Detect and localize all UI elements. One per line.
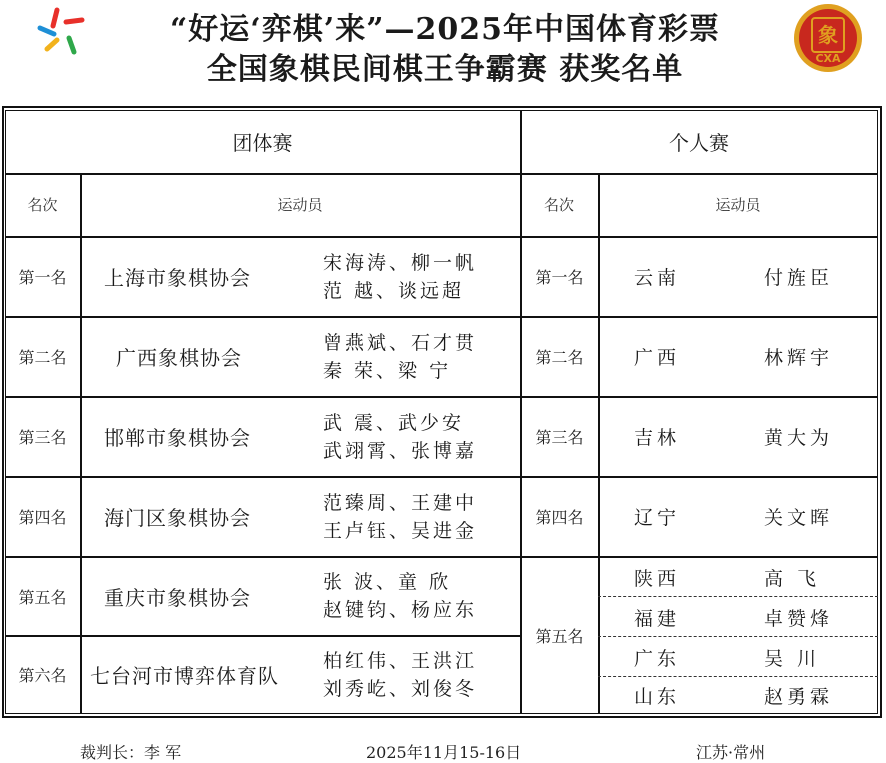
- individual-province: 云南: [634, 267, 681, 289]
- individual-col-rank: 名次: [543, 196, 574, 214]
- players-line: 秦 荣、梁 宁: [323, 359, 452, 382]
- team-name: 邯郸市象棋协会: [104, 426, 251, 450]
- players-line: 曾燕斌、石才贯: [323, 331, 478, 354]
- individual-province: 广东: [634, 647, 681, 670]
- page-title-line2: 全国象棋民间棋王争霸赛 获奖名单: [206, 52, 684, 87]
- team-name: 海门区象棋协会: [104, 506, 251, 530]
- players-line: 武 震、武少安: [323, 411, 465, 434]
- individual-name: 高 飞: [764, 567, 821, 590]
- individual-rank: 第二名: [535, 348, 584, 367]
- individual-name: 吴 川: [764, 647, 821, 670]
- page-header: [0, 0, 886, 95]
- team-col-players: 运动员: [277, 196, 323, 214]
- individual-rank: 第一名: [535, 268, 584, 287]
- players-line: 范臻周、王建中: [323, 491, 478, 514]
- team-name: 七台河市博弈体育队: [90, 664, 279, 688]
- team-players: [323, 397, 513, 476]
- players-line: 张 波、童 欣: [323, 571, 452, 593]
- players-line: 范 越、谈远超: [323, 279, 465, 302]
- individual-province: 陕西: [634, 567, 681, 590]
- players-line: 宋海涛、柳一帆: [323, 251, 478, 274]
- individual-name: 林辉宇: [764, 347, 834, 369]
- team-rank: 第五名: [18, 587, 67, 607]
- individual-name: 付旌臣: [764, 267, 834, 289]
- page-title-line1: “好运‘弈棋’来”—2025年中国体育彩票: [170, 12, 720, 47]
- players-line: 柏红伟、王洪江: [323, 649, 478, 672]
- team-rank: 第二名: [18, 348, 67, 367]
- team-name: 重庆市象棋协会: [104, 585, 251, 610]
- footer-date: 2025年11月15-16日: [366, 743, 522, 762]
- footer-location: 江苏·常州: [696, 743, 766, 762]
- players-line: 赵键钧、杨应东: [323, 599, 478, 621]
- individual-name: 黄大为: [764, 427, 834, 449]
- team-rank: 第三名: [18, 428, 67, 447]
- team-col-rank: 名次: [27, 196, 58, 214]
- individual-name: 赵勇霖: [764, 685, 834, 708]
- individual-province: 山东: [634, 685, 681, 708]
- individual-section-title: 个人赛: [669, 131, 729, 155]
- team-players: [323, 237, 513, 316]
- individual-rank: 第三名: [535, 428, 584, 447]
- individual-name: 卓赞烽: [764, 607, 834, 630]
- individual-rank: 第四名: [535, 508, 584, 527]
- team-section-title: 团体赛: [232, 131, 293, 155]
- team-name: 广西象棋协会: [116, 346, 242, 370]
- individual-rank-fifth: 第五名: [535, 626, 584, 646]
- team-players: [323, 557, 513, 635]
- team-rank: 第一名: [18, 268, 67, 287]
- logo-char: 象: [818, 23, 838, 47]
- team-rank: 第六名: [18, 666, 67, 685]
- players-line: 刘秀屹、刘俊冬: [323, 677, 478, 700]
- individual-name: 关文晖: [764, 507, 834, 529]
- individual-province: 广西: [634, 347, 681, 369]
- logo-text: CXA: [815, 52, 841, 65]
- players-line: 王卢钰、吴进金: [323, 519, 478, 542]
- individual-col-players: 运动员: [715, 196, 761, 214]
- team-players: [323, 477, 513, 556]
- team-players: [323, 317, 513, 396]
- lottery-logo-icon: [30, 6, 98, 66]
- individual-province: 吉林: [634, 427, 681, 449]
- footer-referee: 裁判长：李 军: [80, 743, 182, 762]
- team-rank: 第四名: [18, 508, 67, 527]
- individual-province: 辽宁: [634, 507, 681, 529]
- players-line: 武翊霄、张博嘉: [323, 439, 478, 462]
- individual-province: 福建: [634, 607, 681, 630]
- team-name: 上海市象棋协会: [104, 266, 251, 290]
- team-players: [323, 636, 513, 713]
- chess-association-logo-icon: [792, 2, 864, 74]
